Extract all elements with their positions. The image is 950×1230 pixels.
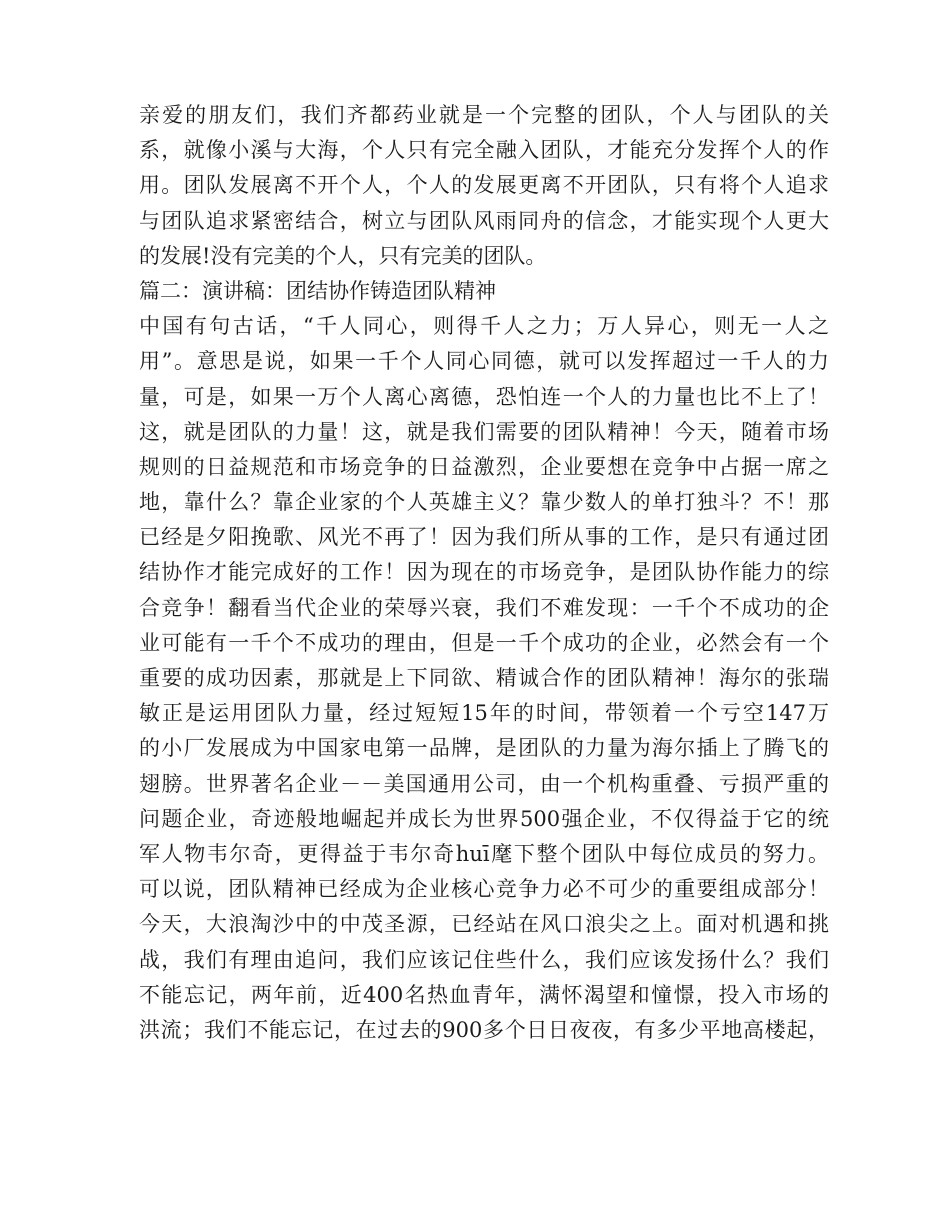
paragraph-2 bbox=[139, 309, 829, 1048]
text-line: 合竞争！翻看当代企业的荣辱兴衰，我们不难发现：一千个不成功的企 bbox=[139, 595, 829, 620]
text-line: 与团队追求紧密结合，树立与团队风雨同舟的信念，才能实现个人更大 bbox=[139, 208, 829, 233]
text-line: 战，我们有理由追问，我们应该记住些什么，我们应该发扬什么？我们 bbox=[139, 947, 829, 972]
text-line: 洪流；我们不能忘记，在过去的900多个日日夜夜，有多少平地高楼起， bbox=[139, 1017, 829, 1042]
text-line: 的小厂发展成为中国家电第一品牌，是团队的力量为海尔插上了腾飞的 bbox=[139, 736, 829, 761]
text-line: 用”。意思是说，如果一千个人同心同德，就可以发挥超过一千人的力 bbox=[139, 349, 829, 374]
text-line: 这，就是团队的力量！这，就是我们需要的团队精神！今天，随着市场 bbox=[139, 419, 829, 444]
text-line: 业可能有一千个不成功的理由，但是一千个成功的企业，必然会有一个 bbox=[139, 630, 829, 655]
paragraph-1 bbox=[139, 98, 829, 274]
text-line: 规则的日益规范和市场竞争的日益激烈，企业要想在竞争中占据一席之 bbox=[139, 454, 829, 479]
text-line: 军人物韦尔奇，更得益于韦尔奇huī麾下整个团队中每位成员的努力。 bbox=[139, 841, 829, 866]
text-line: 可以说，团队精神已经成为企业核心竞争力必不可少的重要组成部分！ bbox=[139, 877, 829, 902]
text-line: 量，可是，如果一万个人离心离德，恐怕连一个人的力量也比不上了！ bbox=[139, 384, 829, 409]
text-line: 中国有句古话，“千人同心，则得千人之力；万人异心，则无一人之 bbox=[139, 314, 829, 339]
text-line: 问题企业，奇迹般地崛起并成长为世界500强企业，不仅得益于它的统 bbox=[139, 806, 829, 831]
text-line: 今天，大浪淘沙中的中茂圣源，已经站在风口浪尖之上。面对机遇和挑 bbox=[139, 912, 829, 937]
text-line: 不能忘记，两年前，近400名热血青年，满怀渴望和憧憬，投入市场的 bbox=[139, 982, 829, 1007]
section-heading: 篇二：演讲稿：团结协作铸造团队精神 bbox=[139, 278, 496, 303]
text-line: 系，就像小溪与大海，个人只有完全融入团队，才能充分发挥个人的作 bbox=[139, 138, 829, 163]
text-line: 地，靠什么？靠企业家的个人英雄主义？靠少数人的单打独斗？不！那 bbox=[139, 490, 829, 515]
text-line: 重要的成功因素，那就是上下同欲、精诚合作的团队精神！海尔的张瑞 bbox=[139, 666, 829, 690]
text-line: 结协作才能完成好的工作！因为现在的市场竞争，是团队协作能力的综 bbox=[139, 560, 829, 585]
text-line: 的发展!没有完美的个人，只有完美的团队。 bbox=[139, 243, 547, 268]
text-line: 亲爱的朋友们，我们齐都药业就是一个完整的团队，个人与团队的关 bbox=[139, 103, 829, 127]
document-body bbox=[139, 98, 829, 1048]
text-line: 已经是夕阳挽歌、风光不再了！因为我们所从事的工作，是只有通过团 bbox=[139, 525, 829, 550]
text-line: 翅膀。世界著名企业－－美国通用公司，由一个机构重叠、亏损严重的 bbox=[139, 771, 829, 796]
text-line: 敏正是运用团队力量，经过短短15年的时间，带领着一个亏空147万 bbox=[139, 701, 829, 726]
text-line: 用。团队发展离不开个人，个人的发展更离不开团队，只有将个人追求 bbox=[139, 173, 829, 198]
